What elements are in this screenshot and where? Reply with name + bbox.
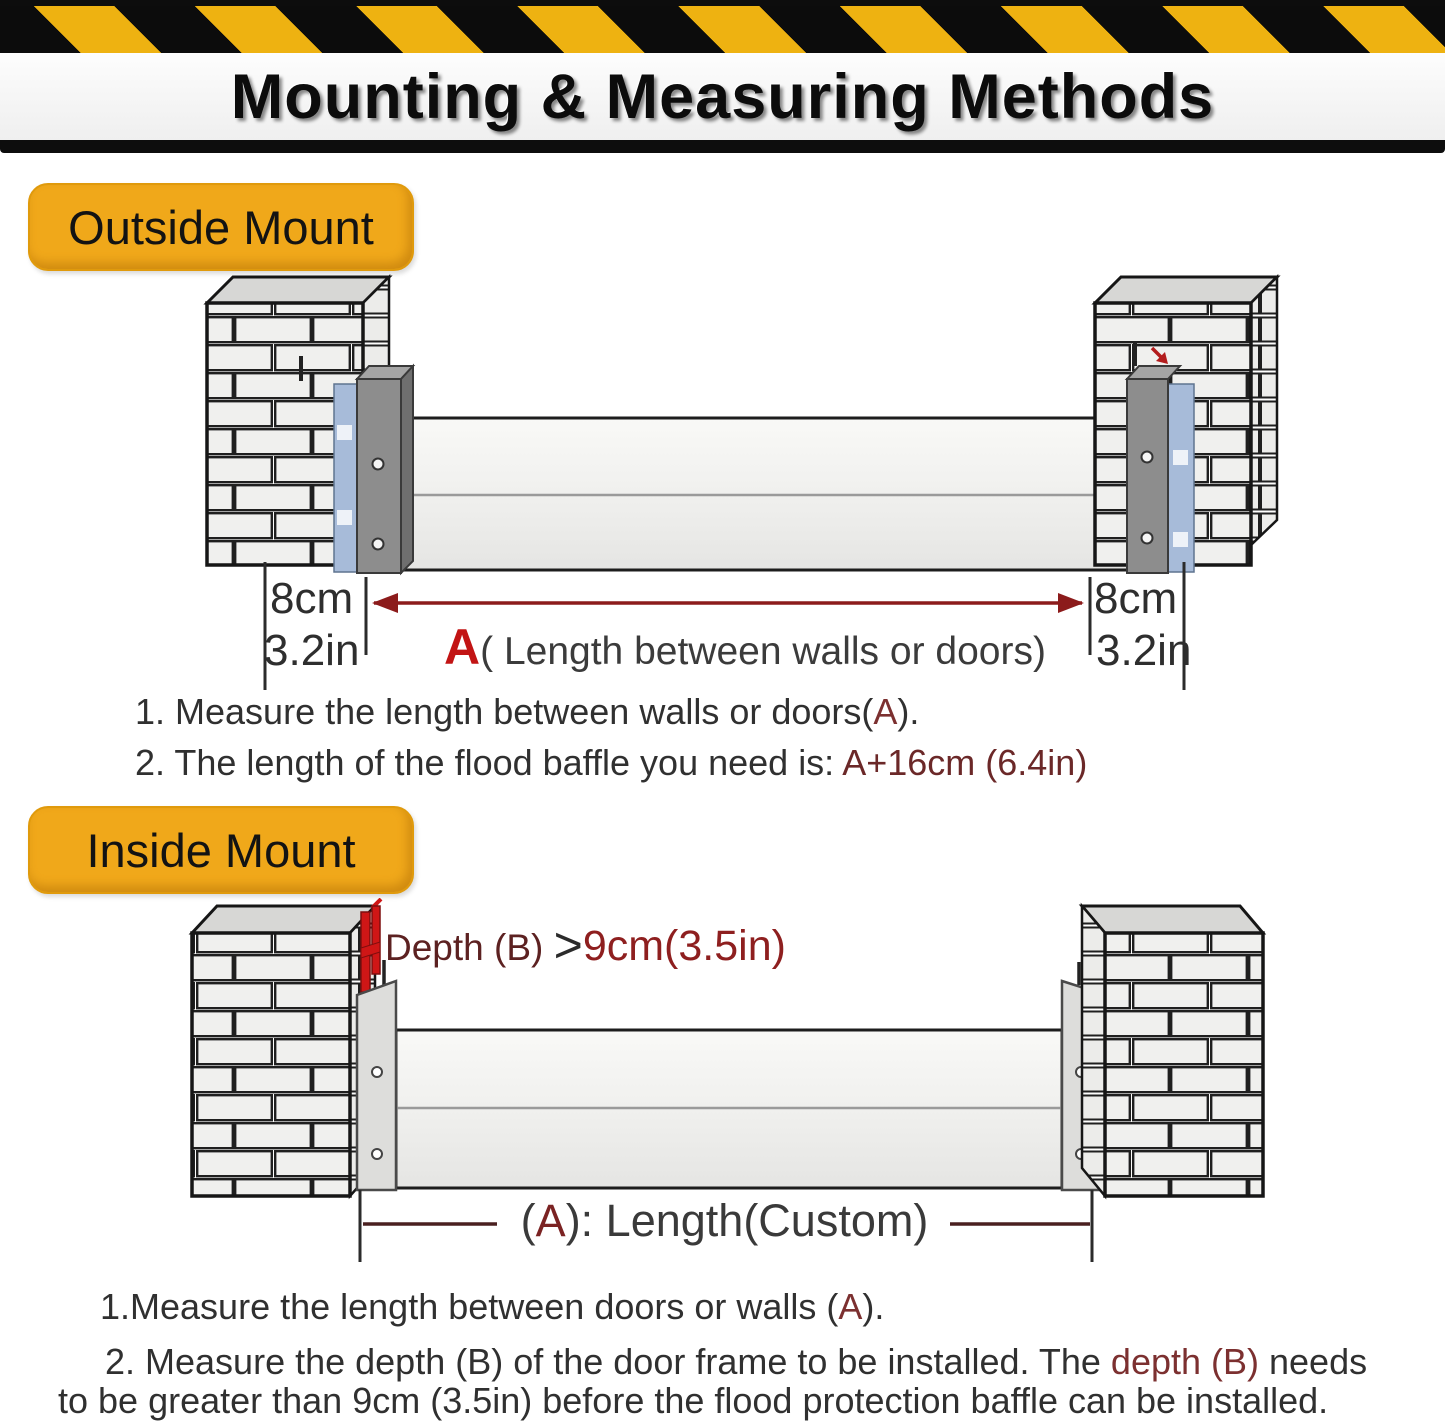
outside-step-1: [135, 691, 920, 732]
length-custom-label: [497, 1195, 952, 1246]
inside-step-1: [100, 1286, 885, 1327]
mounting-channel-left: [357, 981, 396, 1190]
inside-step-1-accent: A: [838, 1286, 863, 1327]
inside-step-2-accent: depth (B): [1110, 1341, 1259, 1382]
depth-label-value: 9cm(3.5in): [582, 922, 786, 970]
length-custom-accent: A: [535, 1195, 566, 1246]
outside-step-1-post: ).: [897, 691, 920, 732]
greater-than-icon: >: [553, 917, 583, 973]
outside-mount-badge-label: Outside Mount: [68, 200, 374, 254]
length-label-accent: A: [444, 619, 481, 675]
inside-step-2: [105, 1341, 1368, 1382]
brick-pillar-left: [192, 906, 375, 1196]
header-underline-bar: [0, 140, 1445, 153]
flood-barrier-panel: [401, 418, 1129, 570]
dim-left-in: 3.2in: [264, 626, 360, 675]
length-custom-post: ): Length(Custom): [565, 1195, 929, 1246]
dim-right-in: 3.2in: [1096, 626, 1192, 675]
brick-pillar-right: [1082, 906, 1263, 1196]
dimension-arrow: [372, 593, 1084, 613]
outside-step-2: [135, 742, 1088, 783]
inside-step-1-post: ).: [862, 1286, 885, 1327]
inside-step-3-text: to be greater than 9cm (3.5in) before the flood protection baffle can be installed.: [58, 1380, 1329, 1421]
length-between-walls-label: [395, 619, 1095, 675]
outside-step-1-text: 1. Measure the length between walls or doors(: [135, 691, 874, 732]
page-title: Mounting & Measuring Methods: [230, 61, 1215, 132]
outside-step-2-accent: A+16cm (6.4in): [842, 742, 1088, 783]
length-custom-pre: (: [520, 1195, 536, 1246]
outside-step-2-text: 2. The length of the flood baffle you need is:: [135, 742, 843, 783]
title-band: [0, 53, 1445, 140]
dim-right-cm: 8cm: [1094, 574, 1178, 623]
inside-step-2-post: needs: [1259, 1341, 1368, 1382]
mounting-channel-left: [334, 366, 413, 573]
outside-step-1-accent: A: [873, 691, 898, 732]
depth-label: [385, 917, 786, 973]
depth-label-prefix: Depth (B): [385, 927, 554, 968]
hazard-stripe-banner: [0, 6, 1445, 56]
flood-barrier-panel: [396, 1030, 1062, 1188]
dim-left-cm: 8cm: [270, 574, 354, 623]
inside-mount-badge: [28, 806, 414, 894]
inside-mount-badge-label: Inside Mount: [86, 823, 356, 877]
outside-mount-badge: [28, 183, 414, 271]
inside-step-2-text: 2. Measure the depth (B) of the door frame to be installed. The: [105, 1341, 1111, 1382]
length-label-text: ( Length between walls or doors): [480, 630, 1046, 673]
inside-step-1-text: 1.Measure the length between doors or walls (: [100, 1286, 839, 1327]
inside-step-3: [58, 1380, 1329, 1421]
